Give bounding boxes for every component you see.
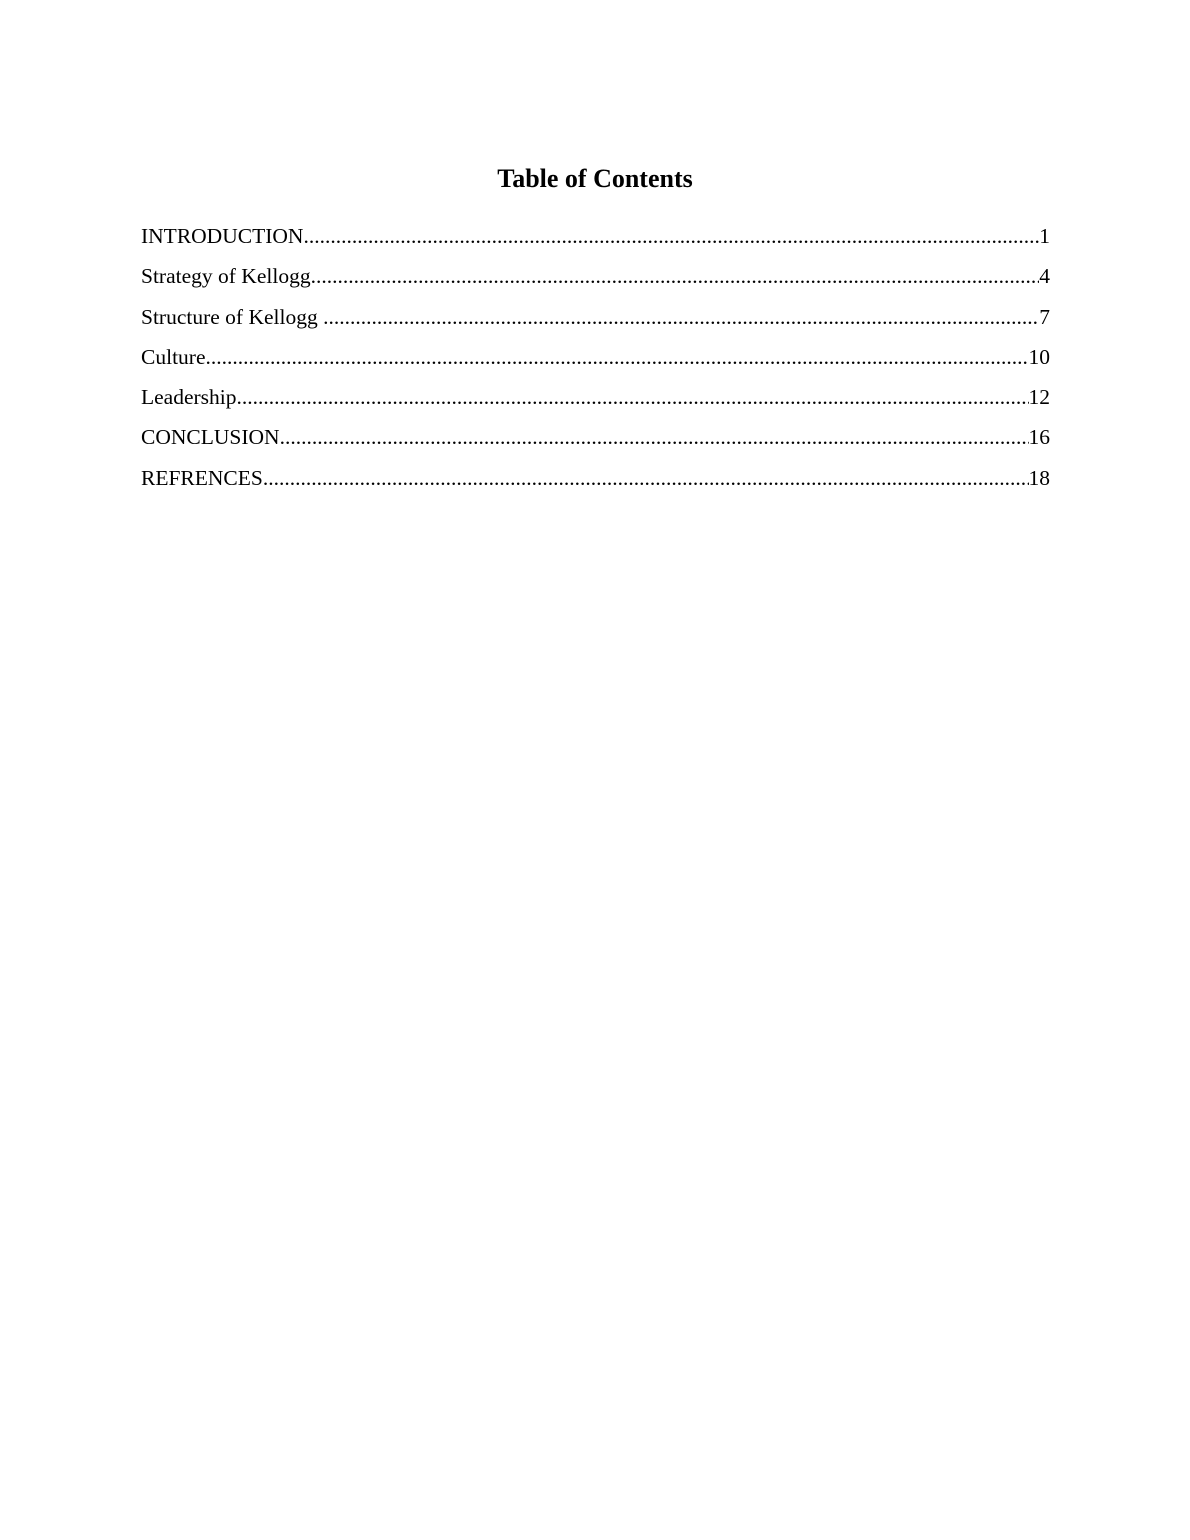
toc-entry-page-number: 4 <box>1039 264 1050 289</box>
toc-entry-label: REFRENCES <box>141 465 263 490</box>
toc-dot-leader <box>323 303 1039 331</box>
toc-entry-conclusion[interactable] <box>141 423 1050 463</box>
toc-dot-leader <box>280 423 1029 451</box>
toc-dot-leader <box>303 222 1039 250</box>
toc-entry-strategy[interactable] <box>141 262 1050 302</box>
toc-entry-page-number: 1 <box>1039 224 1050 248</box>
toc-entry-label: CONCLUSION <box>141 425 280 450</box>
toc-entry-label: Leadership <box>141 385 237 410</box>
toc-entry-label: INTRODUCTION <box>141 224 304 248</box>
toc-entry-page-number: 12 <box>1028 385 1050 410</box>
toc-title: Table of Contents <box>497 164 693 193</box>
toc-entry-culture[interactable] <box>141 343 1050 383</box>
toc-entry-label: Culture <box>141 344 206 369</box>
toc-entry-page-number: 16 <box>1028 425 1050 450</box>
toc-entry-page-number: 18 <box>1028 465 1050 490</box>
toc-entry-references[interactable] <box>141 464 1050 504</box>
toc-entry-label: Structure of Kellogg <box>141 304 324 329</box>
toc-entry-page-number: 7 <box>1039 304 1050 329</box>
toc-list <box>141 222 1050 504</box>
toc-entry-label: Strategy of Kellogg <box>141 264 311 289</box>
toc-entry-leadership[interactable] <box>141 383 1050 423</box>
toc-dot-leader <box>263 464 1029 492</box>
toc-dot-leader <box>237 383 1029 411</box>
toc-entry-page-number: 10 <box>1028 344 1050 369</box>
toc-entry-introduction[interactable] <box>141 222 1050 262</box>
toc-dot-leader <box>311 262 1040 290</box>
toc-dot-leader <box>206 343 1029 371</box>
toc-entry-structure[interactable] <box>141 303 1050 343</box>
